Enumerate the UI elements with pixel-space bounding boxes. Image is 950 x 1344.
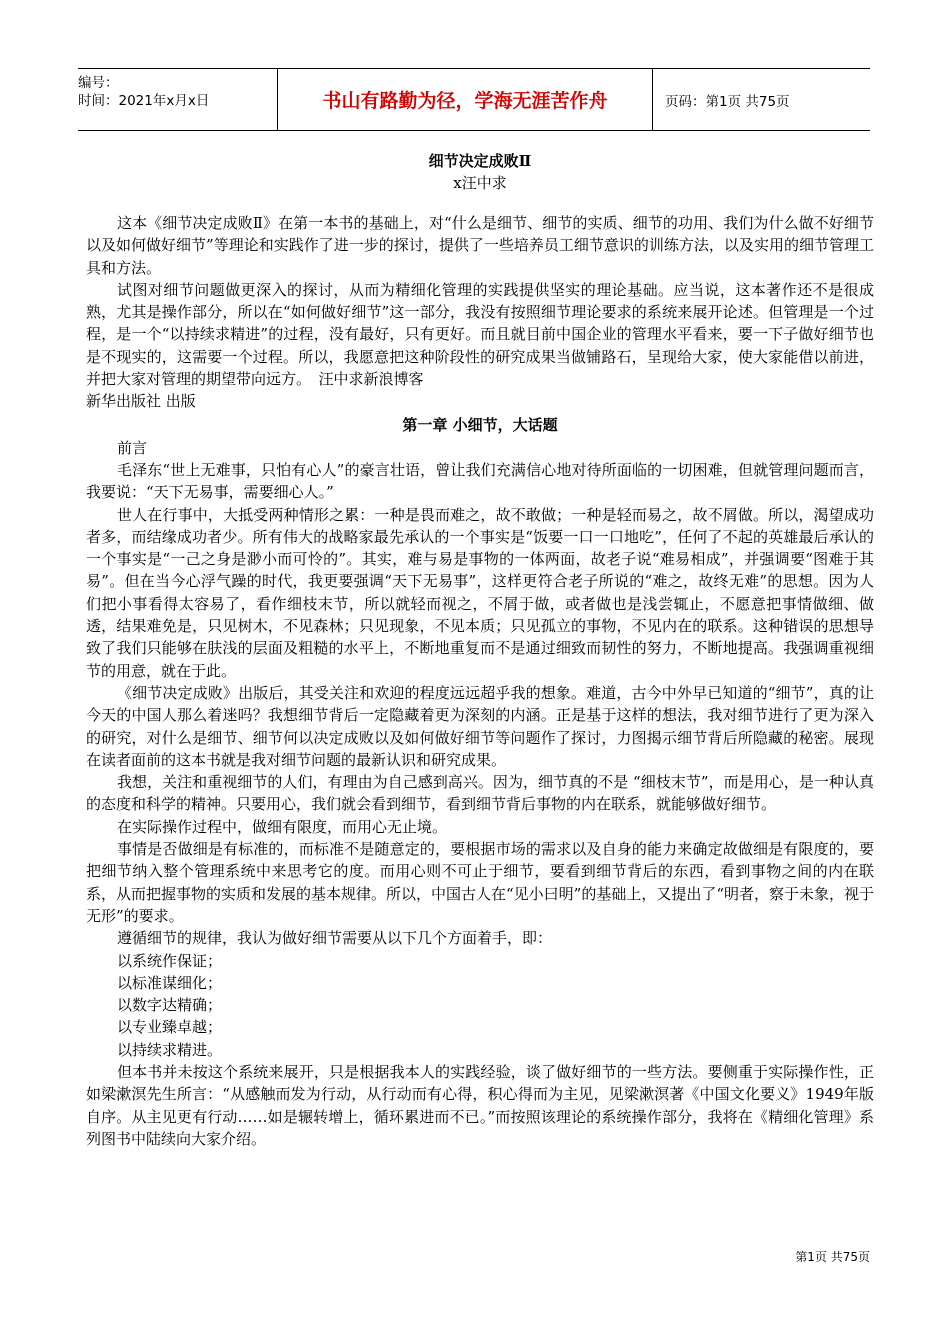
header-meta xyxy=(78,69,278,130)
chapter-paragraph: 毛泽东“世上无难事，只怕有心人”的豪言壮语，曾让我们充满信心地对待所面临的一切困难，但就管理问题而言，我要说：“天下无易事，需要细心人。” xyxy=(86,460,874,502)
document-author: x汪中求 xyxy=(453,174,507,192)
chapter-title: 第一章 小细节，大话题 xyxy=(402,415,558,434)
time-label: 时间：2021年x月x日 xyxy=(78,93,210,109)
header-page-label: 页码：第1页 共75页 xyxy=(665,93,790,110)
chapter-paragraph: 但本书并未按这个系统来展开，只是根据我本人的实践经验，谈了做好细节的一些方法。要侧重于实际操作性，正如梁漱溟先生所言：“从感触而发为行动，从行动而有心得，积心得而为主见，见梁漱溟著《中国文化要义》1949年版自序。从主见更有行动……如是辗转增上，循环累进而不已。”而按照该理论的系统操作部分，我将在《精细化管理》系列图书中陆续向大家介绍。 xyxy=(86,1062,874,1148)
page-footer: 第1页 共75页 xyxy=(795,1250,870,1264)
document-body xyxy=(86,150,874,1150)
list-item: 以数字达精确； xyxy=(117,996,223,1015)
chapter-paragraph: 世人在行事中，大抵受两种情形之累：一种是畏而难之，故不敢做；一种是轻而易之，故不屑做。所以，渴望成功者多，而结缘成功者少。所有伟大的战略家最先承认的一个事实是“饭要一口一口地吃”，任何了不起的英雄最后承认的一个事实是“一己之身是渺小而可怜的”。其实，难与易是事物的一体两面，故老子说“难易相成”，并强调要“图难于其易”。但在当今心浮气躁的时代，我更要强调“天下无易事”，这样更符合老子所说的“难之，故终无难”的思想。因为人们把小事看得太容易了，看作细枝末节，所以就轻而视之，不屑于做，或者做也是浅尝辄止，不愿意把事情做细、做透，结果难免是，只见树木，不见森林；只见现象，不见本质；只见孤立的事物，不见内在的联系。这种错误的思想导致了我们只能够在肤浅的层面及粗糙的水平上，不断地重复而不是通过细致而韧性的努力，不断地提高。我强调重视细节的用意，就在于此。 xyxy=(86,505,874,680)
page-header xyxy=(78,68,870,131)
chapter-paragraph: 事情是否做细是有标准的，而标准不是随意定的，要根据市场的需求以及自身的能力来确定故做细是有限度的，要把细节纳入整个管理系统中来思考它的度。而用心则不可止于细节，要看到细节背后的东西，看到事物之间的内在联系，从而把握事物的实质和发展的基本规律。所以，中国古人在“见小曰明”的基础上，又提出了“明者，察于未象，视于无形”的要求。 xyxy=(86,840,875,925)
chapter-paragraph: 《细节决定成败》出版后，其受关注和欢迎的程度远远超乎我的想象。难道，古今中外早已知道的“细节”，真的让今天的中国人那么着迷吗？我想细节背后一定隐藏着更为深刻的内涵。正是基于这样的想法，我对细节进行了更为深入的研究，对什么是细节、细节何以决定成败以及如何做好细节等问题作了探讨，力图揭示细节背后所隐藏的秘密。展现在读者面前的这本书就是我对细节问题的最新认识和研究成果。 xyxy=(86,683,874,769)
document-title: 细节决定成败Ⅱ xyxy=(428,152,532,170)
list-item: 以专业臻卓越； xyxy=(117,1018,223,1037)
intro-paragraph: 试图对细节问题做更深入的探讨，从而为精细化管理的实践提供坚实的理论基础。应当说，这本著作还不是很成熟，尤其是操作部分，所以在“如何做好细节”这一部分，我没有按照细节理论要求的系统来展开论述。但管理是一个过程，是一个“以持续求精进”的过程，没有最好，只有更好。而且就目前中国企业的管理水平看来，要一下子做好细节也是不现实的，这需要一个过程。所以，我愿意把这种阶段性的研究成果当做铺路石，呈现给大家，使大家能借以前进，并把大家对管理的期望带向远方。 汪中求新浪博客 xyxy=(86,280,874,389)
intro-paragraph: 这本《细节决定成败Ⅱ》在第一本书的基础上，对“什么是细节、细节的实质、细节的功用、我们为什么做不好细节以及如何做好细节”等理论和实践作了进一步的探讨，提供了一些培养员工细节意识的训练方法，以及实用的细节管理工具和方法。 xyxy=(86,214,874,277)
list-item: 以持续求精进。 xyxy=(117,1040,223,1059)
chapter-paragraph: 在实际操作过程中，做细有限度，而用心无止境。 xyxy=(117,817,448,836)
list-item: 以系统作保证； xyxy=(117,951,223,970)
list-item: 以标准谋细化； xyxy=(117,973,223,992)
chapter-paragraph: 前言 xyxy=(117,438,148,457)
chapter-paragraph: 我想，关注和重视细节的人们，有理由为自己感到高兴。因为，细节真的不是 “细枝末节”，而是用心，是一种认真的态度和科学的精神。只要用心，我们就会看到细节，看到细节背后事物的内在联系，就能够做好细节。 xyxy=(86,773,874,814)
header-motto: 书山有路勤为径，学海无涯苦作舟 xyxy=(278,69,653,130)
number-label: 编号： xyxy=(78,75,119,91)
publisher-line: 新华出版社 出版 xyxy=(86,392,196,411)
chapter-paragraph: 遵循细节的规律，我认为做好细节需要从以下几个方面着手，即： xyxy=(117,929,553,948)
